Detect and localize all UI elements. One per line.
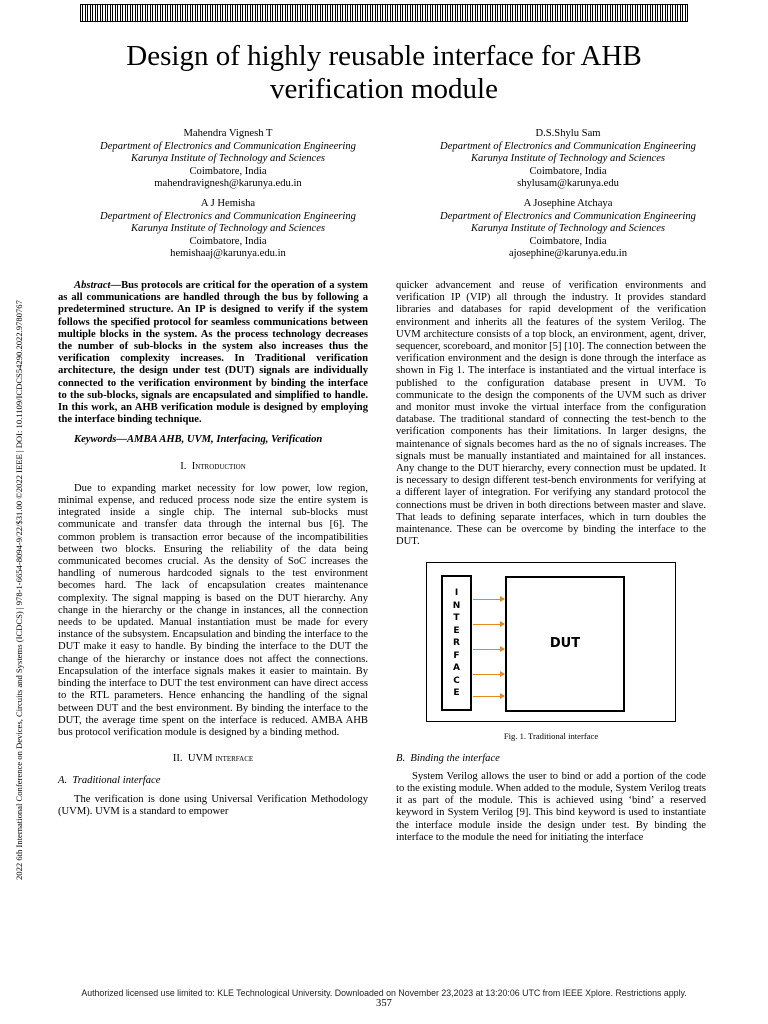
author-dept: Department of Electronics and Communication Engineering — [440, 210, 696, 222]
author-name: A Josephine Atchaya — [523, 198, 613, 209]
left-column — [58, 280, 368, 818]
signal-arrow — [473, 599, 504, 600]
author-email[interactable]: shylusam@karunya.edu — [517, 178, 619, 190]
title-line-1: Design of highly reusable interface for AHB — [126, 40, 642, 72]
interface-letter: N — [452, 600, 461, 611]
interface-letter: T — [453, 613, 460, 624]
binding-interface-paragraph: System Verilog allows the user to bind or add a portion of the code to the existing module. When added to the module, System Verilog treats it as part of the module. This is achieved using ‘bind’ a reserved keyword in System Verilog [9]. This bind keyword is used to instantiate the interface module inside the design under test. By binding the interface to the module the need for initiating the interface — [396, 770, 706, 843]
dut-label: DUT — [549, 636, 581, 652]
author-email[interactable]: hemishaaj@karunya.edu.in — [170, 248, 286, 260]
traditional-interface-paragraph: The verification is done using Universal Verification Methodology (UVM). UVM is a standard to empower — [58, 793, 368, 817]
interface-letter: R — [453, 638, 460, 649]
signal-arrow — [473, 696, 504, 697]
figure-traditional-interface — [426, 562, 676, 722]
author-inst: Karunya Institute of Technology and Sciences — [470, 153, 666, 165]
author-inst: Karunya Institute of Technology and Sciences — [130, 223, 326, 235]
header-barcode-strip — [80, 4, 688, 22]
author-inst: Karunya Institute of Technology and Sciences — [470, 223, 666, 235]
title-line-2: verification module — [270, 73, 498, 105]
abstract — [58, 280, 368, 426]
figure-caption: Fig. 1. Traditional interface — [503, 731, 599, 742]
interface-letter: E — [453, 625, 460, 636]
paper-title — [40, 40, 728, 106]
author-email[interactable]: ajosephine@karunya.edu.in — [508, 248, 627, 260]
author-inst: Karunya Institute of Technology and Sciences — [130, 153, 326, 165]
interface-letter: A — [453, 663, 460, 674]
abstract-lead: Abstract — [74, 280, 111, 291]
author-name: A J Hemisha — [200, 198, 256, 209]
author-name: Mahendra Vignesh T — [183, 128, 273, 139]
dut-block — [505, 576, 625, 712]
interface-letter: F — [453, 650, 460, 661]
page-number: 357 — [376, 998, 392, 1009]
continued-paragraph: quicker advancement and reuse of verification environments and verification IP (VIP) all through the industry. It provides standard libraries and databases for rapid development of the verification environment and inherits all the features of the system Verilog. The UVM architecture consists of a top block, an environment, agent, driver, sequencer, scoreboard, and monitor [5] [10]. The connection between the verification environment and the design is done through the interface as shown in Fig 1. The interface is instantiated and the virtual interface is published to the configuration database present in UVM. To communicate to the design the components of the UVM such as driver and monitor must invoke the virtual interface from the configuration database. The traditional standard of connecting the test-bench to the verification components has their limitations. In larger designs, the maintenance of signals becomes hard as the no of signals increases. The signals must be manually instantiated and maintained for all instances. Any change to the DUT hierarchy, every connection must be updated. It is necessary to design different test-bench environments for verifying at a different layer of integration. For verifying any standard protocol the connections must be driven in both directions between master and slave. That leads to defining separate interfaces, which in turn doubles the maintenance. These can be overcome by binding the interface to the DUT. — [396, 280, 707, 548]
author-4 — [398, 198, 738, 261]
author-dept: Department of Electronics and Communication Engineering — [100, 210, 356, 222]
right-column — [396, 280, 706, 844]
section-heading-uvm-interface: II. UVM interface — [172, 753, 254, 765]
interface-letter: C — [453, 675, 460, 686]
abstract-text: —Bus protocols are critical for the operation of a system as all communications are handled through the bus by following a predetermined structure. An IP is designed to verify if the system follows the specified protocol for seamless communications between multiple blocks in the system. As the process technology decreases the number of sub-blocks in the system also increases thus the verification complexity increases. In Traditional verification architecture, the design under test (DUT) signals are individually connected to the verification environment by binding the interface to the sub-blocks, signals are encapsulated and simplified to handle. In this work, an AHB verification module is designed by employing the interface binding technique. — [58, 280, 368, 426]
section-heading-introduction: I. Introduction — [180, 460, 246, 472]
author-name: D.S.Shylu Sam — [535, 128, 601, 139]
author-email[interactable]: mahendravignesh@karunya.edu.in — [154, 178, 302, 190]
interface-letter: I — [454, 588, 459, 599]
author-2 — [398, 128, 738, 191]
subsection-heading-binding: B. Binding the interface — [396, 752, 500, 764]
signal-arrow — [473, 674, 504, 675]
author-1 — [58, 128, 398, 191]
author-city: Coimbatore, India — [529, 235, 607, 247]
interface-block — [441, 575, 472, 711]
author-dept: Department of Electronics and Communication Engineering — [100, 140, 356, 152]
author-city: Coimbatore, India — [529, 165, 607, 177]
introduction-paragraph: Due to expanding market necessity for low power, low region, minimal expense, and reduced process node size the entire system is integrated inside a single chip. The internal sub-blocks must communicate and transfer data through the internal bus [6]. The common problem is transaction error because of the incompatibilities between two blocks. Ensuring the reliability of the data being communicated becomes crucial. As the density of SoC increases the handling of numerous hardcoded signals to the test environment becomes hard. The lack of encapsulation creates maintenance complexity. The signal mapping is based on the DUT hierarchy. Any change in the hierarchy or the change in instances, all the connection needs to be updated. Manual instantiation must be made for every instance of the subsystem. Encapsulation and binding the interface to the DUT make it easy to handle. By binding the interface to the DUT the change of the hierarchy or instance does not affect the connections. Encapsulation of the interface signals makes it easier to maintain. By binding the interface to DUT the test environment can have direct access to the RTL parameters. Hence enhancing the handling of the signal between DUT and the best environment. By binding the interface to the DUT, the average time spent on the interface is reduced. AMBA AHB bus protocol verification module is designed by a binding method. — [58, 482, 368, 738]
keywords: Keywords—AMBA AHB, UVM, Interfacing, Verification — [74, 434, 323, 446]
author-dept: Department of Electronics and Communication Engineering — [440, 140, 696, 152]
subsection-heading-traditional: A. Traditional interface — [58, 775, 161, 787]
license-footer: Authorized licensed use limited to: KLE Technological University. Downloaded on November 23,2023 at 13:20:06 UTC from IEEE Xplore. Restrictions apply. — [81, 988, 687, 998]
author-city: Coimbatore, India — [189, 235, 267, 247]
author-city: Coimbatore, India — [189, 165, 267, 177]
conference-sidebar: 2022 6th International Conference on Devices, Circuits and Systems (ICDCS) | 978-1-6654-8094-9/22/$31.00 ©2022 IEEE | DOI: 10.1109/ICDCS54290.2022.9780767 — [14, 300, 24, 880]
signal-arrow — [473, 624, 504, 625]
author-3 — [58, 198, 398, 261]
interface-letter: E — [453, 688, 460, 699]
signal-arrow — [473, 649, 504, 650]
